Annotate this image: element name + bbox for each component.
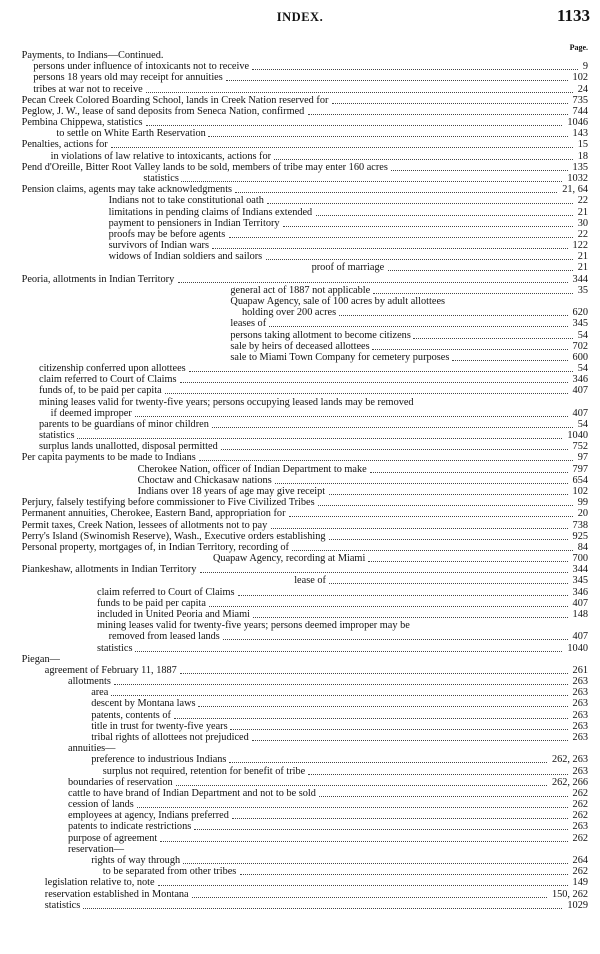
dot-leader xyxy=(174,714,568,719)
entry-text: persons 18 years old may receipt for annuities xyxy=(33,72,223,84)
dot-leader xyxy=(373,289,573,294)
dot-leader xyxy=(388,266,573,271)
index-entry xyxy=(0,465,600,475)
entry-page-ref: 122 xyxy=(572,240,588,252)
entry-page-ref: 1040 xyxy=(567,430,588,442)
index-entry xyxy=(0,386,600,396)
entry-text: general act of 1887 not applicable xyxy=(230,284,371,296)
dot-leader xyxy=(146,121,562,126)
entry-page-ref: 24 xyxy=(577,83,588,95)
dot-leader xyxy=(275,479,568,484)
page-header xyxy=(0,4,600,26)
entry-page-ref: 84 xyxy=(577,541,588,553)
dot-leader xyxy=(209,602,568,607)
dot-leader xyxy=(283,222,573,227)
entry-text: mining leases valid for twenty-five years; persons occupying leased lands may be removed xyxy=(39,396,414,408)
entry-text: mining leases valid for twenty-five years; persons deemed improper may be xyxy=(97,620,410,632)
entry-text: Indians not to take constitutional oath xyxy=(108,195,264,207)
entry-text: annuities— xyxy=(68,743,116,755)
index-entry xyxy=(0,85,600,95)
entry-page-ref: 135 xyxy=(572,161,588,173)
entry-text: Indians over 18 years of age may give receipt xyxy=(137,486,326,498)
index-entry xyxy=(0,263,600,273)
entry-text: allotments xyxy=(68,676,111,688)
dot-leader xyxy=(198,702,568,707)
index-entry xyxy=(0,509,600,519)
entry-page-ref: 263 xyxy=(572,720,588,732)
index-entry xyxy=(0,62,600,72)
index-entry xyxy=(0,353,600,363)
entry-text: leases of xyxy=(230,318,267,330)
dot-leader xyxy=(223,635,568,640)
entry-page-ref: 600 xyxy=(572,351,588,363)
entry-page-ref: 15 xyxy=(577,139,588,151)
entry-page-ref: 263 xyxy=(572,687,588,699)
entry-text: claim referred to Court of Claims xyxy=(97,586,235,598)
dot-leader xyxy=(289,512,573,517)
entry-text: patents to indicate restrictions xyxy=(68,821,192,833)
entry-page-ref: 262 xyxy=(572,866,588,878)
index-entry xyxy=(0,845,600,855)
dot-leader xyxy=(83,904,562,909)
index-entry xyxy=(0,476,600,486)
entry-page-ref: 9 xyxy=(582,61,588,73)
dot-leader xyxy=(135,412,568,417)
index-entry xyxy=(0,140,600,150)
index-entry xyxy=(0,342,600,352)
entry-text: patents, contents of xyxy=(91,709,171,721)
dot-leader xyxy=(413,334,573,339)
index-entry xyxy=(0,398,600,408)
entry-page-ref: 21 xyxy=(577,262,588,274)
entry-page-ref: 262 xyxy=(572,832,588,844)
entry-text: Perjury, falsely testifying before commissioner to Five Civilized Tribes xyxy=(21,497,315,509)
entry-page-ref: 148 xyxy=(572,609,588,620)
index-entry xyxy=(0,409,600,419)
index-entry xyxy=(0,208,600,218)
entry-text: tribal rights of allottees not prejudiced xyxy=(91,731,249,743)
entry-page-ref: 263 xyxy=(572,676,588,688)
index-entry xyxy=(0,632,600,642)
dot-leader xyxy=(77,434,562,439)
entry-page-ref: 407 xyxy=(572,407,588,419)
dot-leader xyxy=(199,456,573,461)
entry-page-ref: 261 xyxy=(572,664,588,676)
index-entry xyxy=(0,588,600,598)
index-entry xyxy=(0,610,600,620)
index-entry xyxy=(0,767,600,777)
entry-text: tribes at war not to receive xyxy=(33,83,143,95)
entry-text: boundaries of reservation xyxy=(68,776,173,788)
index-entry xyxy=(0,666,600,676)
entry-page-ref: 102 xyxy=(572,486,588,498)
entry-page-ref: 20 xyxy=(577,508,588,520)
entry-page-ref: 702 xyxy=(572,340,588,352)
index-entry xyxy=(0,375,600,385)
entry-text: surplus not required, retention for benefit of tribe xyxy=(102,765,306,777)
index-entry xyxy=(0,431,600,441)
dot-leader xyxy=(212,423,573,428)
index-entry xyxy=(0,185,600,195)
index-entry xyxy=(0,867,600,877)
index-entry xyxy=(0,554,600,564)
dot-leader xyxy=(135,647,562,652)
dot-leader xyxy=(329,490,568,495)
index-entry xyxy=(0,744,600,754)
entry-page-ref: 1032 xyxy=(567,172,588,184)
dot-leader xyxy=(165,389,568,394)
entry-text: area xyxy=(91,687,109,699)
dot-leader xyxy=(252,736,568,741)
index-entry xyxy=(0,129,600,139)
dot-leader xyxy=(229,758,547,763)
entry-text: parents to be guardians of minor children xyxy=(39,418,209,430)
index-entry xyxy=(0,364,600,374)
entry-page-ref: 263 xyxy=(572,731,588,743)
entry-page-ref: 54 xyxy=(577,363,588,375)
index-entry xyxy=(0,297,600,307)
dot-leader xyxy=(158,881,568,886)
entry-text: statistics xyxy=(143,172,179,184)
entry-page-ref: 262 xyxy=(572,787,588,799)
index-entry xyxy=(0,778,600,788)
index-entry xyxy=(0,308,600,318)
page-title: INDEX. xyxy=(276,10,324,24)
entry-text: survivors of Indian wars xyxy=(108,240,209,252)
entry-page-ref: 99 xyxy=(577,497,588,509)
index-entry xyxy=(0,219,600,229)
entry-text: to be separated from other tribes xyxy=(102,866,237,878)
entry-text: claim referred to Court of Claims xyxy=(39,374,177,386)
index-entry xyxy=(0,252,600,262)
entry-text: Quapaw Agency, sale of 100 acres by adult allottees xyxy=(230,295,446,307)
index-entry xyxy=(0,722,600,732)
entry-page-ref: 346 xyxy=(572,586,588,598)
entry-text: citizenship conferred upon allottees xyxy=(39,363,186,375)
entry-page-ref: 21, 64 xyxy=(562,184,588,196)
entry-page-ref: 149 xyxy=(572,877,588,889)
dot-leader xyxy=(292,546,573,551)
dot-leader xyxy=(194,825,568,830)
entry-text: Piankeshaw, allotments in Indian Territory xyxy=(21,564,197,576)
entry-text: Permit taxes, Creek Nation, lessees of allotments not to pay xyxy=(21,519,268,531)
entry-page-ref: 262 xyxy=(572,799,588,811)
entry-text: limitations in pending claims of Indians extended xyxy=(108,206,313,218)
dot-leader xyxy=(318,501,573,506)
dot-leader xyxy=(329,579,568,584)
index-entry xyxy=(0,453,600,463)
entry-page-ref: 263 xyxy=(572,698,588,710)
dot-leader xyxy=(183,859,568,864)
entry-page-ref: 263 xyxy=(572,765,588,777)
dot-leader xyxy=(240,870,568,875)
entry-text: cattle to have brand of Indian Department and not to be sold xyxy=(68,787,316,799)
index-entry xyxy=(0,442,600,452)
entry-page-ref: 752 xyxy=(572,441,588,453)
dot-leader xyxy=(189,367,573,372)
index-entry xyxy=(0,834,600,844)
dot-leader xyxy=(200,568,568,573)
dot-leader xyxy=(391,166,568,171)
entry-page-ref: 654 xyxy=(572,474,588,486)
entry-text: title in trust for twenty-five years xyxy=(91,720,228,732)
entry-page-ref: 21 xyxy=(577,206,588,218)
entry-page-ref: 263 xyxy=(572,821,588,833)
index-entry xyxy=(0,800,600,810)
dot-leader xyxy=(452,356,568,361)
dot-leader xyxy=(178,278,568,283)
dot-leader xyxy=(181,177,562,182)
dot-leader xyxy=(372,345,568,350)
entry-text: agreement of February 11, 1887 xyxy=(44,664,177,676)
index-entry xyxy=(0,275,600,285)
entry-page-ref: 346 xyxy=(572,374,588,386)
index-entry xyxy=(0,73,600,83)
dot-leader xyxy=(114,680,568,685)
entry-text: Personal property, mortgages of, in Indian Territory, recording of xyxy=(21,541,289,553)
entry-page-ref: 925 xyxy=(572,530,588,542)
dot-leader xyxy=(253,613,568,618)
dot-leader xyxy=(319,792,568,797)
entry-page-ref: 262, 263 xyxy=(551,754,588,766)
index-entry xyxy=(0,856,600,866)
entry-text: lease of xyxy=(294,575,326,587)
entry-page-ref: 102 xyxy=(572,72,588,84)
entry-text: persons taking allotment to become citizens xyxy=(230,329,411,341)
entry-text: Peoria, allotments in Indian Territory xyxy=(21,273,175,285)
index-entry xyxy=(0,51,600,61)
entry-page-ref: 344 xyxy=(572,273,588,285)
dot-leader xyxy=(332,99,568,104)
dot-leader xyxy=(316,211,573,216)
index-entry xyxy=(0,96,600,106)
index-entry xyxy=(0,521,600,531)
entry-page-ref: 54 xyxy=(577,329,588,341)
dot-leader xyxy=(339,311,568,316)
entry-page-ref: 97 xyxy=(577,452,588,464)
index-entry xyxy=(0,901,600,911)
page-number: 1133 xyxy=(556,6,590,25)
index-entry xyxy=(0,241,600,251)
entry-text: widows of Indian soldiers and sailors xyxy=(108,251,263,263)
index-entry xyxy=(0,331,600,341)
entry-page-ref: 735 xyxy=(572,94,588,106)
dot-leader xyxy=(232,814,568,819)
dot-leader xyxy=(269,322,568,327)
entry-page-ref: 797 xyxy=(572,463,588,475)
index-entry xyxy=(0,822,600,832)
entry-page-ref: 345 xyxy=(572,575,588,587)
index-entry xyxy=(0,688,600,698)
dot-leader xyxy=(212,244,568,249)
entry-text: descent by Montana laws xyxy=(91,698,196,710)
entry-text: reservation— xyxy=(68,843,125,855)
index-entry xyxy=(0,152,600,162)
dot-leader xyxy=(221,445,568,450)
index-entry xyxy=(0,811,600,821)
index-entry xyxy=(0,576,600,586)
entry-page-ref: 407 xyxy=(572,631,588,643)
entry-text: payment to pensioners in Indian Territory xyxy=(108,217,280,229)
dot-leader xyxy=(208,132,568,137)
entry-text: Pension claims, agents may take acknowledgments xyxy=(21,184,233,196)
entry-page-ref: 620 xyxy=(572,307,588,319)
entry-text: Cherokee Nation, officer of Indian Department to make xyxy=(137,463,367,475)
dot-leader xyxy=(137,803,568,808)
entry-text: to settle on White Earth Reservation xyxy=(56,128,206,140)
index-entry xyxy=(0,532,600,542)
index-entry xyxy=(0,174,600,184)
entry-text: persons under influence of intoxicants not to receive xyxy=(33,61,250,73)
dot-leader xyxy=(267,199,573,204)
entry-page-ref: 150, 262 xyxy=(551,888,588,900)
index-entry xyxy=(0,107,600,117)
entry-page-ref: 738 xyxy=(572,519,588,531)
dot-leader xyxy=(111,143,573,148)
entry-text: Quapaw Agency, recording at Miami xyxy=(213,553,366,565)
entry-text: Pembina Chippewa, statistics xyxy=(21,117,143,129)
page-column-label: Page. xyxy=(569,43,588,52)
index-entry xyxy=(0,890,600,900)
entry-page-ref: 22 xyxy=(577,195,588,207)
entry-text: funds to be paid per capita xyxy=(97,597,206,609)
entry-text: cession of lands xyxy=(68,799,134,811)
index-entry xyxy=(0,319,600,329)
index-entry xyxy=(0,286,600,296)
entry-text: proofs may be before agents xyxy=(108,228,226,240)
entry-page-ref: 407 xyxy=(572,597,588,609)
entry-page-ref: 1040 xyxy=(567,642,588,654)
index-entry xyxy=(0,420,600,430)
index-entry xyxy=(0,543,600,553)
dot-leader xyxy=(266,255,573,260)
entry-page-ref: 262, 266 xyxy=(551,776,588,788)
dot-leader xyxy=(180,669,568,674)
index-entry xyxy=(0,755,600,765)
entry-page-ref: 263 xyxy=(572,709,588,721)
entry-text: sale by heirs of deceased allottees xyxy=(230,340,370,352)
entry-page-ref: 262 xyxy=(572,810,588,822)
index-entry xyxy=(0,711,600,721)
dot-leader xyxy=(192,893,547,898)
index-entry xyxy=(0,599,600,609)
dot-leader xyxy=(160,837,568,842)
entry-text: Piegan— xyxy=(21,653,60,665)
entry-text: Per capita payments to be made to Indians xyxy=(21,452,196,464)
index-entry xyxy=(0,163,600,173)
entry-page-ref: 407 xyxy=(572,385,588,397)
entry-page-ref: 35 xyxy=(577,284,588,296)
dot-leader xyxy=(308,770,568,775)
entry-text: legislation relative to, note xyxy=(44,877,155,889)
entry-text: Pend d'Oreille, Bitter Root Valley lands to be sold, members of tribe may enter 160 acres xyxy=(21,161,388,173)
dot-leader xyxy=(308,110,568,115)
entry-page-ref: 30 xyxy=(577,217,588,229)
index-entry xyxy=(0,498,600,508)
dot-leader xyxy=(176,781,547,786)
entry-page-ref: 700 xyxy=(572,553,588,565)
entry-page-ref: 1046 xyxy=(567,117,588,129)
entry-text: sale to Miami Town Company for cemetery purposes xyxy=(230,351,450,363)
dot-leader xyxy=(238,591,568,596)
dot-leader xyxy=(229,233,573,238)
dot-leader xyxy=(235,188,557,193)
entry-page-ref: 18 xyxy=(577,150,588,162)
entry-text: statistics xyxy=(44,899,81,911)
index-entry xyxy=(0,733,600,743)
dot-leader xyxy=(111,691,568,696)
entry-text: holding over 200 acres xyxy=(242,307,337,319)
entry-text: preference to industrious Indians xyxy=(91,754,227,766)
dot-leader xyxy=(146,88,573,93)
dot-leader xyxy=(368,557,568,562)
dot-leader xyxy=(271,524,568,529)
entry-text: rights of way through xyxy=(91,854,181,866)
entry-page-ref: 54 xyxy=(577,418,588,430)
index-entry xyxy=(0,565,600,575)
entry-text: surplus lands unallotted, disposal permitted xyxy=(39,441,218,453)
dot-leader xyxy=(180,378,568,383)
entry-text: proof of marriage xyxy=(311,262,385,274)
dot-leader xyxy=(226,76,568,81)
entry-page-ref: 264 xyxy=(572,854,588,866)
entry-text: Payments, to Indians—Continued. xyxy=(21,50,164,61)
index-entry xyxy=(0,655,600,665)
entry-page-ref: 744 xyxy=(572,105,588,117)
entry-page-ref: 344 xyxy=(572,564,588,576)
entry-page-ref: 1029 xyxy=(567,899,588,911)
index-entry xyxy=(0,118,600,128)
entry-text: removed from leased lands xyxy=(108,631,220,643)
index-entry xyxy=(0,196,600,206)
entry-text: Peglow, J. W., lease of sand deposits from Seneca Nation, confirmed xyxy=(21,105,305,117)
entry-text: reservation established in Montana xyxy=(44,888,189,900)
dot-leader xyxy=(230,725,568,730)
entry-text: Pecan Creek Colored Boarding School, lands in Creek Nation reserved for xyxy=(21,94,329,106)
entry-text: Choctaw and Chickasaw nations xyxy=(137,474,272,486)
entry-text: statistics xyxy=(97,642,133,654)
entry-page-ref: 345 xyxy=(572,318,588,330)
index-entry xyxy=(0,621,600,631)
entry-text: in violations of law relative to intoxicants, actions for xyxy=(50,150,272,162)
entry-page-ref: 21 xyxy=(577,251,588,263)
entry-text: statistics xyxy=(39,430,75,442)
entry-text: employees at agency, Indians preferred xyxy=(68,810,229,822)
index-entry xyxy=(0,487,600,497)
dot-leader xyxy=(329,535,568,540)
entry-text: funds of, to be paid per capita xyxy=(39,385,162,397)
index-entry xyxy=(0,644,600,654)
entry-text: if deemed improper xyxy=(50,407,132,419)
index-entry xyxy=(0,677,600,687)
entry-text: Permanent annuities, Cherokee, Eastern Band, appropriation for xyxy=(21,508,286,520)
entry-text: Perry's Island (Swinomish Reserve), Wash., Executive orders establishing xyxy=(21,530,326,542)
index-entry xyxy=(0,230,600,240)
entry-page-ref: 143 xyxy=(572,128,588,140)
entry-page-ref: 22 xyxy=(577,228,588,240)
dot-leader xyxy=(252,65,578,70)
entry-text: purpose of agreement xyxy=(68,832,158,844)
index-entry xyxy=(0,699,600,709)
index-entry xyxy=(0,789,600,799)
index-entry xyxy=(0,878,600,888)
dot-leader xyxy=(274,155,573,160)
entry-text: included in United Peoria and Miami xyxy=(97,609,250,620)
dot-leader xyxy=(370,468,568,473)
entry-text: Penalties, actions for xyxy=(21,139,108,151)
